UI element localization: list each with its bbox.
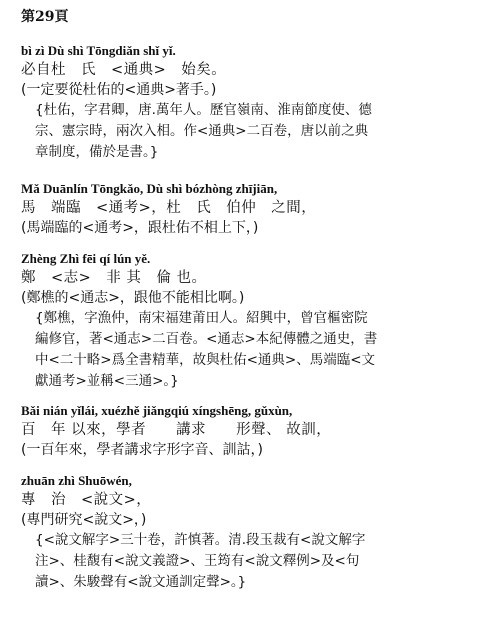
section-1	[21, 42, 491, 160]
hanzi-line: 鄭 <志> 非 其 倫 也。	[21, 270, 207, 286]
page-number: 第29頁	[21, 9, 69, 25]
hanzi-line: 專 治 <說文>，	[21, 492, 152, 508]
annotation-line: {鄭樵，字漁仲，南宋福建莆田人。紹興中，曾官樞密院	[35, 310, 368, 326]
translation-line: (鄭樵的<通志>，跟他不能相比啊。)	[21, 290, 245, 306]
translation-line: (一定要從杜佑的<通典>著手。)	[21, 82, 217, 98]
annotation	[35, 100, 490, 163]
annotation-line: {<說文解字>三十卷，許慎著。清.段玉裁有<說文解字	[35, 532, 366, 548]
annotation-line: 獻通考>並稱<三通>。}	[35, 373, 179, 389]
section-2	[21, 180, 491, 238]
annotation-line: 章制度，備於是書。}	[35, 144, 159, 160]
translation-line: (馬端臨的<通考>，跟杜佑不相上下，)	[21, 220, 259, 236]
annotation-line: 讀>、朱駿聲有<說文通訓定聲>。}	[35, 574, 247, 590]
annotation-line: 編修官，著<通志>二百卷。<通志>本紀傳體之通史，書	[35, 331, 378, 347]
annotation-line: 注>、桂馥有<說文義證>、王筠有<說文釋例>及<句	[35, 553, 360, 569]
annotation-line: 中<二十略>爲全書精華，故與杜佑<通典>、馬端臨<文	[35, 352, 376, 368]
section-4	[21, 402, 491, 460]
pinyin-line: Zhèng Zhì fēi qí lún yě.	[21, 251, 151, 266]
pinyin-line: Bǎi nián yǐlái, xuézhě jiǎngqiú xíngshēng, gǔxùn,	[21, 403, 293, 418]
annotation	[35, 308, 490, 392]
annotation-line: 宗、憲宗時，兩次入相。作<通典>二百卷，唐以前之典	[35, 123, 369, 139]
annotation-line: {杜佑，字君卿，唐.萬年人。歷官嶺南、淮南節度使、德	[35, 102, 372, 118]
hanzi-line: 百 年 以來，學者 講求 形聲、 故訓，	[21, 422, 332, 438]
pinyin-line: zhuān zhì Shuōwén,	[21, 473, 132, 488]
translation-line: (專門研究<說文>，)	[21, 512, 147, 528]
translation-line: (一百年來，學者講求字形字音、訓詁，)	[21, 442, 263, 458]
pinyin-line: Mǎ Duānlín Tōngkǎo, Dù shì bózhòng zhījiān,	[21, 181, 278, 196]
annotation	[35, 530, 490, 593]
hanzi-line: 馬 端臨 <通考>，杜 氏 伯仲 之間，	[21, 200, 317, 216]
section-5	[21, 472, 491, 590]
pinyin-line: bì zì Dù shì Tōngdiǎn shǐ yǐ.	[21, 43, 176, 58]
section-3	[21, 250, 491, 389]
hanzi-line: 必自杜 氏 <通典> 始矣。	[21, 62, 227, 78]
